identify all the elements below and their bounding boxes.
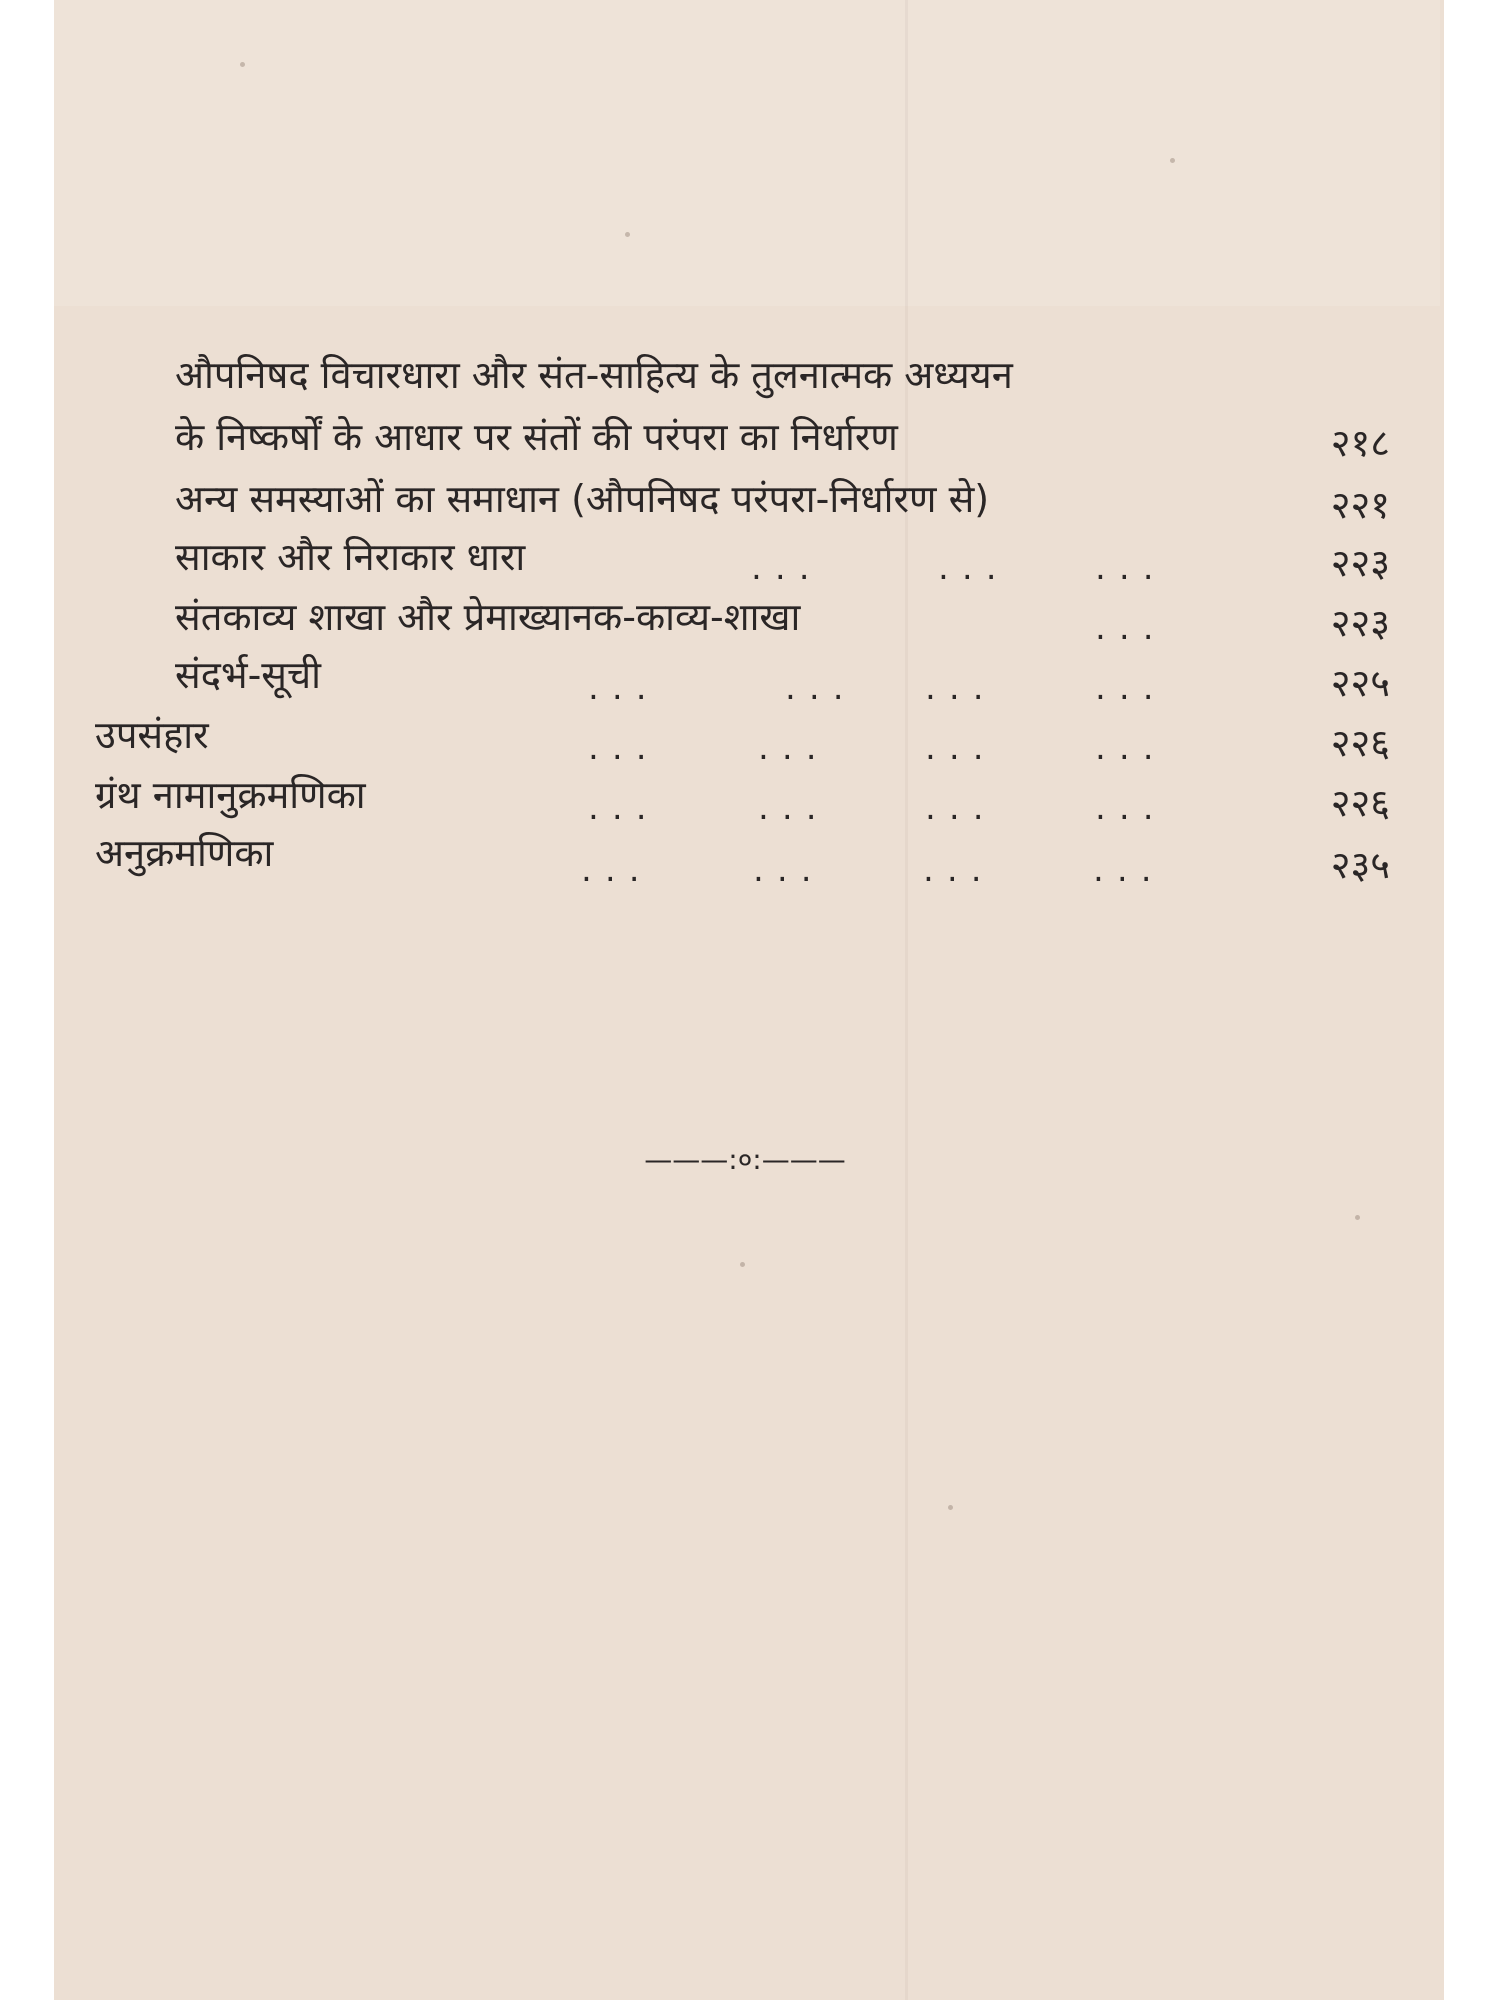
end-ornament: ———:०:——— (644, 1143, 846, 1176)
toc-entry-title: अनुक्रमणिका (95, 831, 274, 875)
dot-leader: ... (755, 793, 827, 826)
dot-leader: ... (782, 673, 854, 706)
dot-leader: ... (585, 793, 657, 826)
toc-entry-title: उपसंहार (95, 713, 209, 757)
dot-leader: ... (922, 733, 994, 766)
toc-page-number: २२१ (1330, 483, 1390, 527)
dot-leader: ... (1092, 733, 1164, 766)
toc-entry-title: औपनिषद विचारधारा और संत-साहित्य के तुलनात्मक अध्ययन (175, 353, 1013, 397)
dot-leader: ... (922, 673, 994, 706)
dot-leader: ... (585, 673, 657, 706)
toc-page-number: २२६ (1330, 781, 1390, 825)
dot-leader: ... (1092, 793, 1164, 826)
dot-leader: ... (1090, 855, 1162, 888)
toc-entry-title: ग्रंथ नामानुक्रमणिका (95, 773, 366, 817)
dot-leader: ... (920, 855, 992, 888)
toc-page-number: २३५ (1330, 843, 1390, 887)
toc-entry-title: साकार और निराकार धारा (175, 535, 526, 579)
toc-entry-title: संदर्भ-सूची (175, 653, 321, 697)
toc-page-number: २२३ (1330, 541, 1390, 585)
dot-leader: ... (578, 855, 650, 888)
dot-leader: ... (935, 553, 1007, 586)
dot-leader: ... (1092, 553, 1164, 586)
toc-entry-title-continued: के निष्कर्षों के आधार पर संतों की परंपरा का निर्धारण (175, 415, 898, 459)
toc-page-number: २२५ (1330, 661, 1390, 705)
dot-leader: ... (1092, 613, 1164, 646)
toc-page-number: २२३ (1330, 601, 1390, 645)
toc-entry-title: संतकाव्य शाखा और प्रेमाख्यानक-काव्य-शाखा (175, 595, 801, 639)
dot-leader: ... (750, 855, 822, 888)
toc-entry-title: अन्य समस्याओं का समाधान (औपनिषद परंपरा-निर्धारण से) (175, 477, 990, 521)
dot-leader: ... (1092, 673, 1164, 706)
dot-leader: ... (748, 553, 820, 586)
dot-leader: ... (922, 793, 994, 826)
dot-leader: ... (755, 733, 827, 766)
toc-page-number: २२६ (1330, 721, 1390, 765)
dot-leader: ... (585, 733, 657, 766)
toc-page-number: २१८ (1330, 421, 1390, 465)
